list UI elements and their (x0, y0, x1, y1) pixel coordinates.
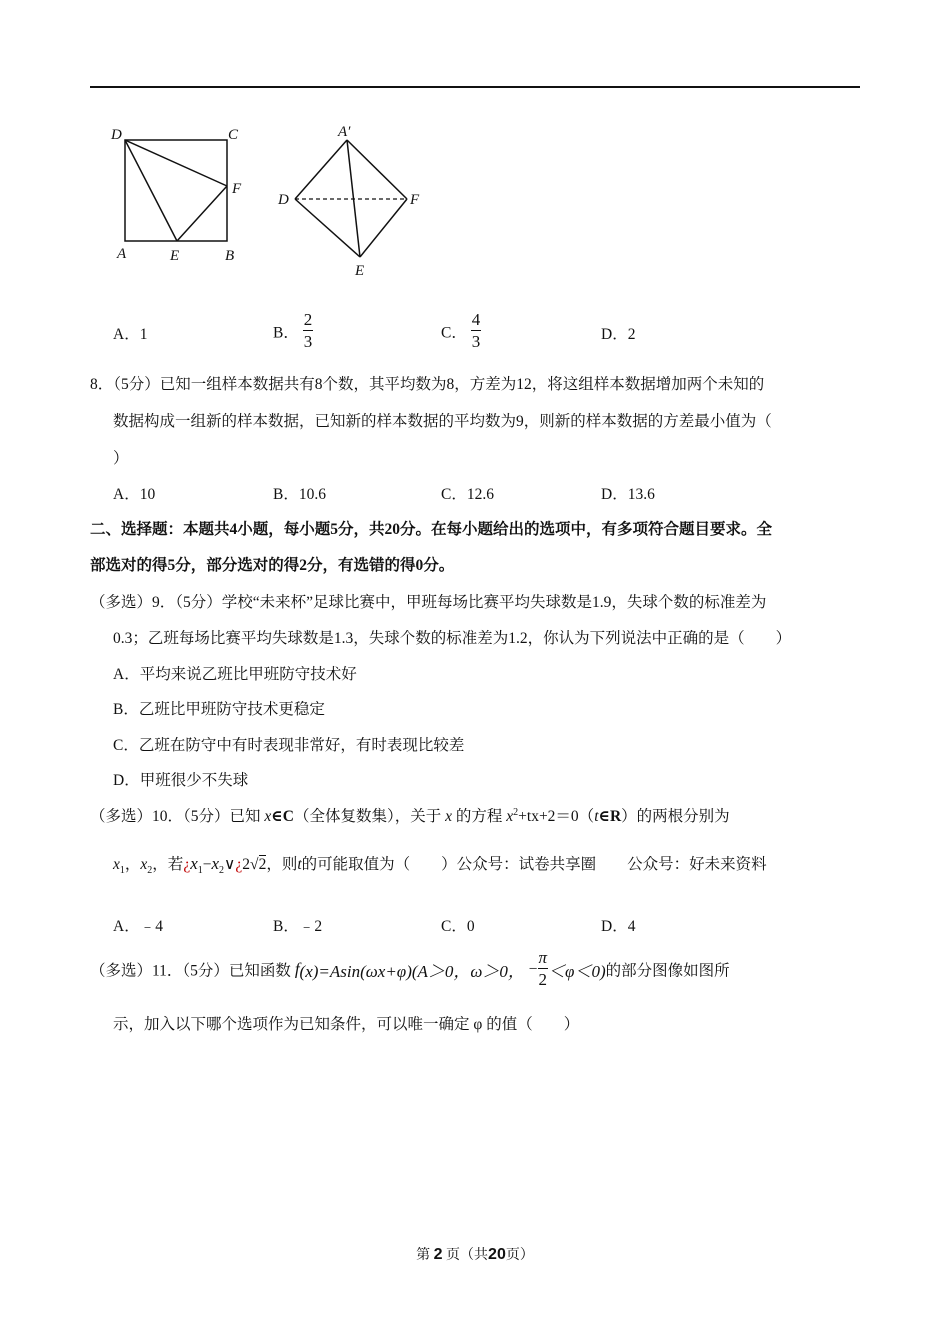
q8-line2: 数据构成一组新的样本数据，已知新的样本数据的平均数为9，则新的样本数据的方差最小值为（ (113, 413, 772, 430)
q9-option-d: D．甲班很少不失球 (113, 772, 249, 789)
q8-option-c: C．12.6 (441, 486, 494, 503)
q10-option-d: D．4 (601, 918, 636, 935)
q10-line2: $x_1$，$x_2$，若¿$x_1-x_2\vee¿2√2$，则t的可能取值为（ ）公众号：试卷共享圈 公众号：好未来资料 (113, 854, 767, 877)
header-rule (90, 86, 860, 88)
label-F: F (232, 181, 242, 197)
label-F2: F (410, 192, 420, 208)
fraction-two-thirds: $\frac{2}{3}$ (303, 310, 313, 351)
q10-option-a: A．﹣4 (113, 918, 163, 935)
label-A-prime: A′ (338, 124, 351, 140)
label-E2: E (355, 263, 365, 279)
q10-option-c: C．0 (441, 918, 475, 935)
q9-option-a: A．平均来说乙班比甲班防守技术好 (113, 666, 357, 683)
q8-option-d: D．13.6 (601, 486, 655, 503)
q8-option-b: B．10.6 (273, 486, 326, 503)
page-total: 20 (488, 1246, 506, 1263)
label-C: C (228, 127, 239, 143)
q9-line1: （多选）9．（5分）学校“未来杯”足球比赛中，甲班每场比赛平均失球数是1.9，失球个数的标准差为 (90, 594, 767, 611)
q7-option-c: C． $\frac{4}{3}$ (441, 310, 481, 351)
figure-folded (270, 118, 430, 283)
page-number: 2 (433, 1246, 443, 1263)
q9-option-c: C．乙班在防守中有时表现非常好，有时表现比较差 (113, 737, 465, 754)
sqrt-symbol: √ (250, 856, 259, 873)
q8-line3: ） (113, 450, 129, 467)
label-D: D (111, 127, 122, 143)
q10-option-b: B．﹣2 (273, 918, 323, 935)
label-B: B (225, 248, 235, 264)
q8-option-a: A．10 (113, 486, 156, 503)
label-A: A (117, 246, 127, 262)
q7-option-b: B． $\frac{2}{3}$ (273, 310, 313, 351)
q9-line2: 0.3；乙班每场比赛平均失球数是1.3，失球个数的标准差为1.2，你认为下列说法中正确的是（ ） (113, 630, 792, 647)
section2-line2: 部选对的得5分，部分选对的得2分，有选错的得0分。 (90, 557, 455, 574)
q8-line1: 8．（5分）已知一组样本数据共有8个数，其平均数为8，方差为12，将这组样本数据增加两个未知的 (90, 376, 765, 393)
section2-line1: 二、选择题：本题共4小题，每小题5分，共20分。在每小题给出的选项中，有多项符合题目要求。全 (90, 521, 773, 538)
fraction-four-thirds: $\frac{4}{3}$ (471, 310, 481, 351)
label-D2: D (278, 192, 289, 208)
q7-option-d: D．2 (601, 326, 636, 343)
fraction-pi-over-2: $\frac{\pi}{2}$ (538, 948, 548, 989)
q11-line2: 示，加入以下哪个选项作为已知条件，可以唯一确定 φ 的值（ ） (113, 1016, 580, 1033)
page-footer: 第 2 页（共20页） (416, 1246, 534, 1263)
q7-option-a: A．1 (113, 326, 148, 343)
q10-line1: （多选）10．（5分）已知 x∈C（全体复数集），关于 x 的方程 $x^2+tx+2=0(t\in R)$的两根分别为 (90, 806, 730, 825)
figure-square (105, 118, 255, 268)
q9-option-b: B．乙班比甲班防守技术更稳定 (113, 701, 325, 718)
q11-line1: （多选）11．（5分）已知函数 f(x)=Asin(ωx+φ)(A＞0，ω＞0， − $\frac{\pi}{2}$ ＜φ＜0)的部分图像如图所 (90, 948, 730, 989)
label-E: E (170, 248, 180, 264)
